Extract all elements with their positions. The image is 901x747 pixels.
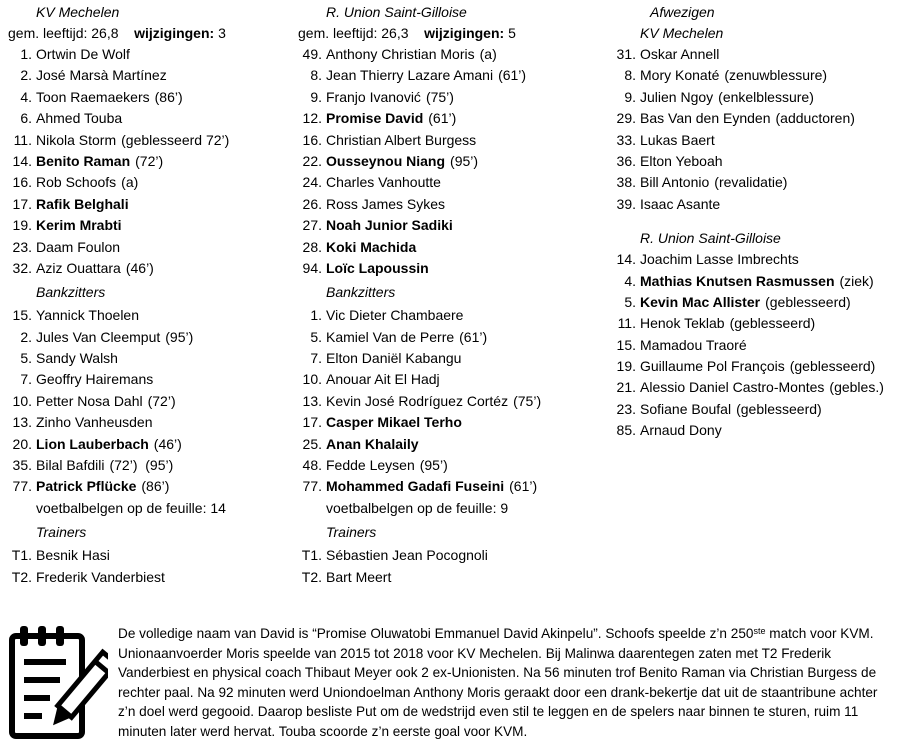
kvm-lineup-column bbox=[8, 2, 298, 588]
age-label: gem. leeftijd: bbox=[8, 25, 88, 41]
player-name: Lion Lauberbach bbox=[36, 435, 149, 452]
bench-heading: Bankzitters bbox=[326, 284, 396, 301]
changes-label: wijzigingen: bbox=[424, 25, 505, 41]
player-name: Arnaud Dony bbox=[640, 422, 722, 439]
player-name: Bilal Bafdili bbox=[36, 457, 105, 474]
player-number: 20. bbox=[12, 435, 32, 452]
player-number: 5. bbox=[310, 328, 322, 345]
player-note: (zenuwblessure) bbox=[724, 67, 828, 84]
player-note: (75’) bbox=[513, 392, 542, 409]
player-number: 35. bbox=[12, 457, 32, 474]
player-number: 15. bbox=[616, 336, 636, 353]
player-row bbox=[8, 369, 298, 390]
trainers-list bbox=[298, 545, 608, 588]
player-name: Kamiel Van de Perre bbox=[326, 328, 455, 345]
player-number: 33. bbox=[616, 131, 636, 148]
age-value: 26,3 bbox=[381, 25, 409, 41]
player-row bbox=[612, 87, 901, 108]
player-row bbox=[612, 271, 901, 292]
player-number: 10. bbox=[302, 371, 322, 388]
player-number: 19. bbox=[12, 217, 32, 234]
player-note: (72’) bbox=[147, 392, 176, 409]
player-name: Anthony Christian Moris bbox=[326, 46, 475, 62]
player-note: (geblesseerd) bbox=[729, 315, 816, 332]
notes-sup: ste bbox=[753, 626, 766, 636]
player-row bbox=[612, 356, 901, 377]
player-number: 2. bbox=[20, 67, 32, 84]
player-number: 8. bbox=[310, 67, 322, 84]
player-note: (46’) bbox=[125, 259, 154, 276]
player-note: (geblesseerd) bbox=[789, 358, 876, 375]
player-name: Mory Konaté bbox=[640, 67, 720, 84]
player-row bbox=[8, 237, 298, 258]
player-number: 38. bbox=[616, 174, 636, 191]
changes-label: wijzigingen: bbox=[134, 25, 215, 41]
player-row bbox=[298, 567, 608, 588]
player-note: (a) bbox=[479, 46, 497, 62]
player-name: Jean Thierry Lazare Amani bbox=[326, 67, 494, 84]
player-name: Loïc Lapoussin bbox=[326, 259, 429, 276]
player-name: Vic Dieter Chambaere bbox=[326, 307, 464, 324]
player-name: José Marsà Martínez bbox=[36, 67, 167, 84]
player-note: (61’) bbox=[459, 328, 488, 345]
player-note: (geblesseerd) bbox=[736, 400, 822, 417]
player-number: 6. bbox=[20, 110, 32, 127]
player-note: (61’) bbox=[428, 110, 457, 127]
player-row bbox=[298, 108, 608, 129]
player-number: 24. bbox=[302, 174, 322, 191]
player-row bbox=[298, 369, 608, 390]
player-row bbox=[612, 313, 901, 334]
player-note: (geblesseerd 72’) bbox=[121, 131, 230, 148]
player-row bbox=[612, 108, 901, 129]
player-number: 17. bbox=[12, 195, 32, 212]
player-row bbox=[8, 258, 298, 279]
player-number: 9. bbox=[624, 88, 636, 105]
player-row bbox=[612, 249, 901, 270]
player-number: T1. bbox=[11, 547, 32, 564]
player-number: 10. bbox=[12, 392, 32, 409]
player-number: 39. bbox=[616, 195, 636, 212]
player-number: 4. bbox=[20, 88, 32, 105]
player-row bbox=[298, 327, 608, 348]
bench-heading: Bankzitters bbox=[36, 284, 106, 301]
player-row bbox=[298, 305, 608, 326]
player-row bbox=[298, 215, 608, 236]
team-meta bbox=[298, 23, 608, 44]
player-row bbox=[8, 65, 298, 86]
player-note: (gebles.) bbox=[829, 379, 884, 396]
team-title: KV Mechelen bbox=[36, 4, 120, 20]
player-row bbox=[612, 377, 901, 398]
player-note: (enkelblessure) bbox=[718, 88, 814, 105]
bench-list bbox=[298, 305, 608, 498]
player-name: Sébastien Jean Pocognoli bbox=[326, 547, 488, 564]
player-name: Elton Daniël Kabangu bbox=[326, 350, 462, 367]
player-number: 77. bbox=[12, 478, 32, 495]
player-note: (95’) bbox=[419, 457, 448, 474]
player-name: Kevin José Rodríguez Cortéz bbox=[326, 392, 509, 409]
player-note: (geblesseerd) bbox=[765, 293, 851, 310]
union-lineup-column bbox=[298, 2, 608, 588]
player-row bbox=[612, 172, 901, 193]
player-number: 28. bbox=[302, 238, 322, 255]
player-number: 7. bbox=[310, 350, 322, 367]
player-name: Ortwin De Wolf bbox=[36, 46, 130, 62]
player-note: (61’) bbox=[509, 478, 538, 495]
player-name: Christian Albert Burgess bbox=[326, 131, 477, 148]
player-number: T2. bbox=[11, 568, 32, 585]
team-meta bbox=[8, 23, 298, 44]
player-number: 11. bbox=[13, 131, 32, 148]
player-name: Julien Ngoy bbox=[640, 88, 714, 105]
player-number: 2. bbox=[20, 328, 32, 345]
player-name: Kevin Mac Allister bbox=[640, 293, 761, 310]
player-note: (46’) bbox=[153, 435, 182, 452]
player-name: Geoffry Hairemans bbox=[36, 371, 154, 388]
player-number: 31. bbox=[616, 46, 636, 62]
player-name: Ross James Sykes bbox=[326, 195, 446, 212]
player-row bbox=[298, 434, 608, 455]
player-number: 29. bbox=[616, 110, 636, 127]
player-name: Yannick Thoelen bbox=[36, 307, 139, 324]
player-number: 14. bbox=[616, 251, 636, 268]
player-name: Isaac Asante bbox=[640, 195, 721, 212]
notepad-pencil-icon bbox=[8, 624, 108, 742]
player-name: Sofiane Boufal bbox=[640, 400, 732, 417]
belgians-count: voetbalbelgen op de feuille: 9 bbox=[326, 499, 509, 516]
player-row bbox=[8, 434, 298, 455]
player-number: 4. bbox=[624, 272, 636, 289]
player-row bbox=[298, 455, 608, 476]
age-value: 26,8 bbox=[91, 25, 119, 41]
trainers-heading: Trainers bbox=[326, 524, 377, 541]
player-note: (86’) bbox=[141, 478, 170, 495]
player-row bbox=[8, 130, 298, 151]
player-number: 1. bbox=[310, 307, 322, 324]
player-name: Nikola Storm bbox=[36, 131, 117, 148]
player-name: Charles Vanhoutte bbox=[326, 174, 441, 191]
player-number: 15. bbox=[12, 307, 32, 324]
player-row bbox=[8, 87, 298, 108]
player-name: Elton Yeboah bbox=[640, 152, 723, 169]
player-row bbox=[298, 44, 608, 65]
absentees-column bbox=[612, 2, 901, 442]
player-number: 23. bbox=[616, 400, 636, 417]
player-name: Lukas Baert bbox=[640, 131, 715, 148]
absent-list-union bbox=[612, 249, 901, 442]
player-row bbox=[612, 194, 901, 215]
starters-list bbox=[8, 44, 298, 279]
player-row bbox=[8, 545, 298, 566]
player-row bbox=[8, 108, 298, 129]
player-number: T1. bbox=[301, 547, 322, 564]
player-note: (61’) bbox=[498, 67, 527, 84]
player-name: Ahmed Touba bbox=[36, 110, 123, 127]
player-number: 21. bbox=[616, 379, 636, 396]
player-row bbox=[8, 412, 298, 433]
player-name: Fedde Leysen bbox=[326, 457, 415, 474]
player-note: (a) bbox=[121, 174, 139, 191]
player-row bbox=[8, 455, 298, 476]
player-number: 36. bbox=[616, 152, 636, 169]
player-number: 23. bbox=[12, 238, 32, 255]
player-row bbox=[298, 476, 608, 497]
player-name: Rob Schoofs bbox=[36, 174, 117, 191]
changes-value: 5 bbox=[508, 25, 516, 41]
player-row bbox=[298, 151, 608, 172]
player-row bbox=[298, 65, 608, 86]
player-number: 77. bbox=[302, 478, 322, 495]
player-name: Zinho Vanheusden bbox=[36, 414, 153, 431]
player-number: 13. bbox=[12, 414, 32, 431]
player-name: Kerim Mrabti bbox=[36, 217, 122, 234]
player-name: Petter Nosa Dahl bbox=[36, 392, 143, 409]
absent-team2-title: R. Union Saint-Gilloise bbox=[640, 230, 781, 247]
player-name: Sandy Walsh bbox=[36, 350, 118, 367]
player-row bbox=[8, 194, 298, 215]
notes-text-b: match voor KVM. Unionaanvoerder Moris speelde van 2015 tot 2018 voor KV Mechelen. Bij Malinwa daarentegen zaten met T2 Frederik Vanderbiest en physical coach Thibaut Meyer ook 2 ex-Unionisten. Na 56 minuten trof Benito Raman via Christian Burgess de rechter paal. Na 92 minuten werd Uniondoelman Anthony Moris geraakt door een drank-bekertje dat uit de staantribune achter z’n doel werd gegooid. Daarop besliste Put om de wedstrijd even stil te leggen en de spelers naar binnen te sturen, ruim 11 minuten later werd hervat. Touba scoorde z’n eerste goal voor KVM. bbox=[118, 626, 878, 739]
player-number: 11. bbox=[617, 315, 636, 332]
player-number: 13. bbox=[302, 392, 322, 409]
player-name: Casper Mikael Terho bbox=[326, 414, 462, 431]
player-note: (95’) bbox=[165, 328, 194, 345]
player-number: 8. bbox=[624, 67, 636, 84]
player-row bbox=[8, 44, 298, 65]
player-number: 14. bbox=[12, 152, 32, 169]
player-row bbox=[298, 412, 608, 433]
player-note: (95’) bbox=[450, 152, 479, 169]
player-note: (86’) bbox=[154, 88, 183, 105]
player-name: Daam Foulon bbox=[36, 238, 121, 255]
player-number: 5. bbox=[20, 350, 32, 367]
absent-team1-title: KV Mechelen bbox=[640, 25, 724, 41]
player-name: Koki Machida bbox=[326, 238, 417, 255]
player-row bbox=[8, 391, 298, 412]
player-row bbox=[8, 215, 298, 236]
player-name: Henok Teklab bbox=[640, 315, 725, 332]
age-label: gem. leeftijd: bbox=[298, 25, 378, 41]
player-row bbox=[298, 237, 608, 258]
player-name: Benito Raman bbox=[36, 152, 131, 169]
player-row bbox=[612, 44, 901, 65]
player-number: 32. bbox=[12, 259, 32, 276]
player-name: Oskar Annell bbox=[640, 46, 720, 62]
player-number: 1. bbox=[20, 46, 32, 62]
player-name: Anouar Ait El Hadj bbox=[326, 371, 440, 388]
starters-list bbox=[298, 44, 608, 279]
trainers-heading: Trainers bbox=[36, 524, 87, 541]
player-row bbox=[298, 172, 608, 193]
player-row bbox=[612, 399, 901, 420]
match-notes bbox=[118, 624, 898, 742]
player-row bbox=[8, 172, 298, 193]
player-row bbox=[612, 292, 901, 313]
player-name: Mathias Knutsen Rasmussen bbox=[640, 272, 835, 289]
absentees-title: Afwezigen bbox=[650, 4, 715, 20]
player-name: Mohammed Gadafi Fuseini bbox=[326, 478, 505, 495]
player-name: Franjo Ivanović bbox=[326, 88, 421, 105]
player-number: 85. bbox=[616, 422, 636, 439]
player-name: Toon Raemaekers bbox=[36, 88, 150, 105]
player-name: Guillaume Pol François bbox=[640, 358, 785, 375]
notes-text-a: De volledige naam van David is “Promise Oluwatobi Emmanuel David Akinpelu”. Schoofs speelde z’n 250 bbox=[118, 626, 754, 641]
player-row bbox=[298, 87, 608, 108]
player-number: 5. bbox=[624, 293, 636, 310]
player-number: 12. bbox=[302, 110, 322, 127]
player-name: Mamadou Traoré bbox=[640, 336, 747, 353]
player-number: 25. bbox=[302, 435, 322, 452]
player-row bbox=[612, 151, 901, 172]
player-number: 22. bbox=[302, 152, 322, 169]
changes-value: 3 bbox=[218, 25, 226, 41]
player-name: Ousseynou Niang bbox=[326, 152, 446, 169]
player-name: Joachim Lasse Imbrechts bbox=[640, 251, 799, 268]
player-number: 9. bbox=[310, 88, 322, 105]
player-row bbox=[298, 545, 608, 566]
player-name: Jules Van Cleemput bbox=[36, 328, 161, 345]
player-row bbox=[298, 348, 608, 369]
player-name: Rafik Belghali bbox=[36, 195, 129, 212]
player-row bbox=[8, 327, 298, 348]
player-row bbox=[8, 567, 298, 588]
player-note: (ziek) bbox=[839, 272, 874, 289]
player-row bbox=[298, 130, 608, 151]
player-number: 49. bbox=[302, 46, 322, 62]
player-number: 26. bbox=[302, 195, 322, 212]
belgians-count: voetbalbelgen op de feuille: 14 bbox=[36, 499, 226, 516]
bench-list bbox=[8, 305, 298, 498]
player-name: Patrick Pflücke bbox=[36, 478, 137, 495]
player-name: Bas Van den Eynden bbox=[640, 110, 771, 127]
player-row bbox=[298, 194, 608, 215]
player-row bbox=[8, 305, 298, 326]
player-name: Frederik Vanderbiest bbox=[36, 568, 165, 585]
player-number: 7. bbox=[20, 371, 32, 388]
player-note: (72’) bbox=[135, 152, 164, 169]
player-row bbox=[612, 65, 901, 86]
player-name: Alessio Daniel Castro-Montes bbox=[640, 379, 825, 396]
player-row bbox=[8, 151, 298, 172]
player-number: 16. bbox=[302, 131, 322, 148]
player-name: Bill Antonio bbox=[640, 174, 710, 191]
player-name: Besnik Hasi bbox=[36, 547, 110, 564]
player-name: Anan Khalaily bbox=[326, 435, 419, 452]
player-row bbox=[298, 391, 608, 412]
player-note: (revalidatie) bbox=[714, 174, 788, 191]
player-number: 17. bbox=[302, 414, 322, 431]
player-name: Promise David bbox=[326, 110, 424, 127]
player-name: Noah Junior Sadiki bbox=[326, 217, 453, 234]
player-note: (adductoren) bbox=[775, 110, 855, 127]
player-number: T2. bbox=[301, 568, 322, 585]
player-row bbox=[612, 335, 901, 356]
player-note: (72’) (95’) bbox=[109, 457, 174, 474]
player-number: 94. bbox=[302, 259, 322, 276]
trainers-list bbox=[8, 545, 298, 588]
player-number: 16. bbox=[12, 174, 32, 191]
player-row bbox=[612, 130, 901, 151]
absent-list-kvm bbox=[612, 44, 901, 215]
player-number: 19. bbox=[616, 358, 636, 375]
player-name: Bart Meert bbox=[326, 568, 392, 585]
team-title: R. Union Saint-Gilloise bbox=[326, 4, 467, 20]
player-number: 48. bbox=[302, 457, 322, 474]
player-row bbox=[8, 348, 298, 369]
player-name: Aziz Ouattara bbox=[36, 259, 121, 276]
player-row bbox=[8, 476, 298, 497]
player-number: 27. bbox=[302, 217, 322, 234]
player-row bbox=[612, 420, 901, 441]
player-row bbox=[298, 258, 608, 279]
player-note: (75’) bbox=[425, 88, 454, 105]
